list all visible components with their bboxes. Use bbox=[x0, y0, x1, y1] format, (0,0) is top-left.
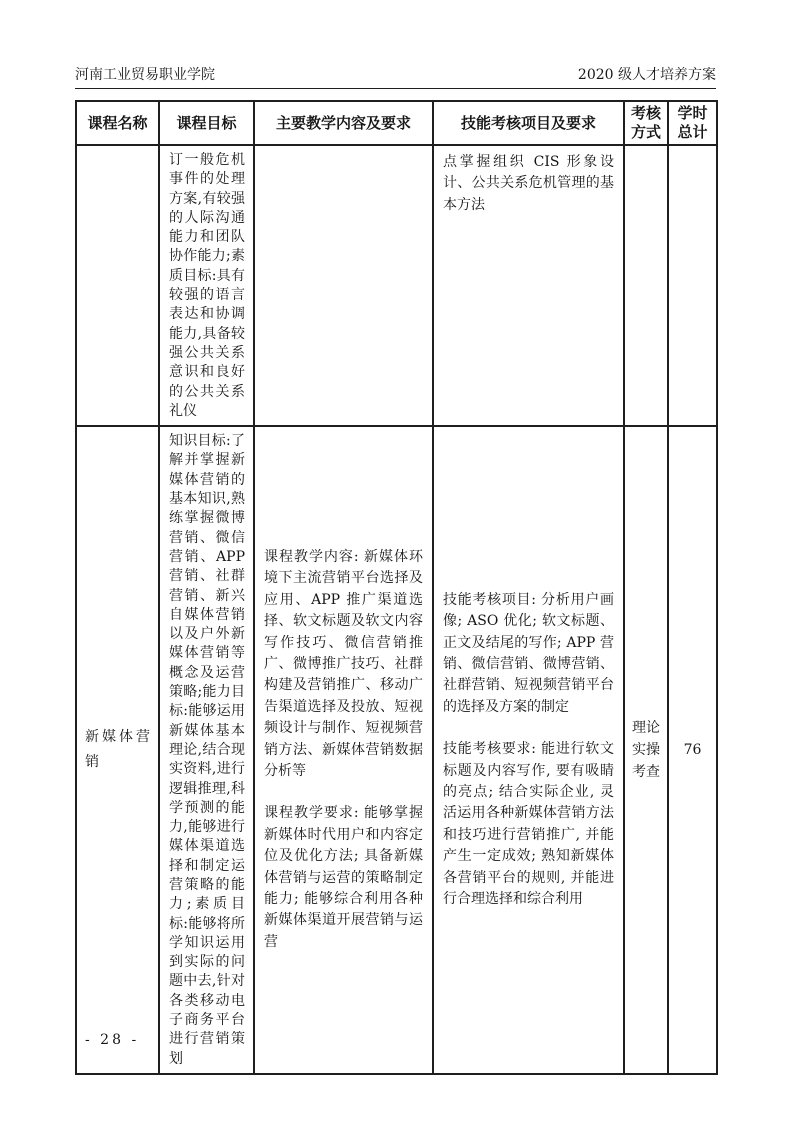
cell-teaching-content bbox=[254, 426, 433, 1074]
skill-assessment-requirements-paragraph: 技能考核要求: 能进行软文标题及内容写作, 要有吸睛的亮点; 结合实际企业, 灵活运用各种新媒体营销方法和技巧进行营销推广, 并能产生一定成效; 熟知新媒体各营销平台的规则, 并能进行合理选择和综合利用 bbox=[443, 741, 614, 907]
page-header bbox=[75, 66, 716, 89]
col-header-course-name: 课程名称 bbox=[76, 101, 159, 145]
assessment-method-line: 实操 bbox=[632, 742, 660, 759]
header-school-name: 河南工业贸易职业学院 bbox=[75, 67, 215, 83]
skill-assessment-items-paragraph: 技能考核项目: 分析用户画像; ASO 优化; 软文标题、正文及结尾的写作; APP 营销、微信营销、微博营销、社群营销、短视频营销平台的选择及方案的制定 bbox=[443, 591, 614, 715]
teaching-requirements-paragraph: 课程教学要求: 能够掌握新媒体时代用户和内容定位及优化方法; 具备新媒体营销与运营的策略制定能力; 能够综合利用各种新媒体渠道开展营销与运营 bbox=[264, 805, 423, 950]
col-header-total-hours: 学时总计 bbox=[668, 101, 717, 145]
cell-assessment-method bbox=[624, 145, 668, 426]
cell-teaching-content bbox=[254, 145, 433, 426]
cell-assessment-method bbox=[624, 426, 668, 1074]
assessment-method-line: 理论 bbox=[632, 720, 660, 737]
page-number: - 28 - bbox=[85, 1032, 140, 1048]
teaching-content-paragraph: 课程教学内容: 新媒体环境下主流营销平台选择及应用、APP 推广渠道选择、软文标题及软文内容写作技巧、微信营销推广、微博推广技巧、社群构建及营销推广、移动广告渠道选择及投放、短视频设计与制作、短视频营销方法、新媒体营销数据分析等 bbox=[264, 548, 423, 779]
cell-course-name: 新媒体营销 bbox=[76, 426, 159, 1074]
cell-course-objectives: 订一般危机事件的处理方案,有较强的人际沟通能力和团队协作能力;素质目标:具有较强的语言表达和协调能力,具备较强公共关系意识和良好的公共关系礼仪 bbox=[159, 145, 254, 426]
table-header-row bbox=[76, 101, 717, 145]
col-header-teaching-content: 主要教学内容及要求 bbox=[254, 101, 433, 145]
col-header-skill-assessment: 技能考核项目及要求 bbox=[433, 101, 624, 145]
cell-total-hours: 76 bbox=[668, 426, 717, 1074]
cell-course-objectives: 知识目标:了解并掌握新媒体营销的基本知识,熟练掌握微博营销、微信营销、APP 营销、社群营销、新兴自媒体营销以及户外新媒体营销等概念及运营策略;能力目标:能够运用新媒体基本理论,结合现实资料,进行逻辑推理,科学预测的能力,能够进行媒体渠道选择和制定运营策略的能力;素质目标:能够将所学知识运用到实际的问题中去,针对各类移动电子商务平台进行营销策划 bbox=[159, 426, 254, 1074]
cell-skill-assessment bbox=[433, 145, 624, 426]
course-table bbox=[75, 100, 718, 1075]
col-header-assessment-method: 考核方式 bbox=[624, 101, 668, 145]
cell-total-hours bbox=[668, 145, 717, 426]
table-row-continued-course bbox=[76, 145, 717, 426]
table-row-new-media-marketing bbox=[76, 426, 717, 1074]
assessment-method-line: 考查 bbox=[632, 764, 660, 781]
col-header-objectives: 课程目标 bbox=[159, 101, 254, 145]
header-plan-title: 2020 级人才培养方案 bbox=[577, 67, 716, 83]
cell-course-name bbox=[76, 145, 159, 426]
skill-assessment-paragraph: 点掌握组织 CIS 形象设计、公共关系危机管理的基本方法 bbox=[443, 154, 614, 213]
cell-skill-assessment bbox=[433, 426, 624, 1074]
